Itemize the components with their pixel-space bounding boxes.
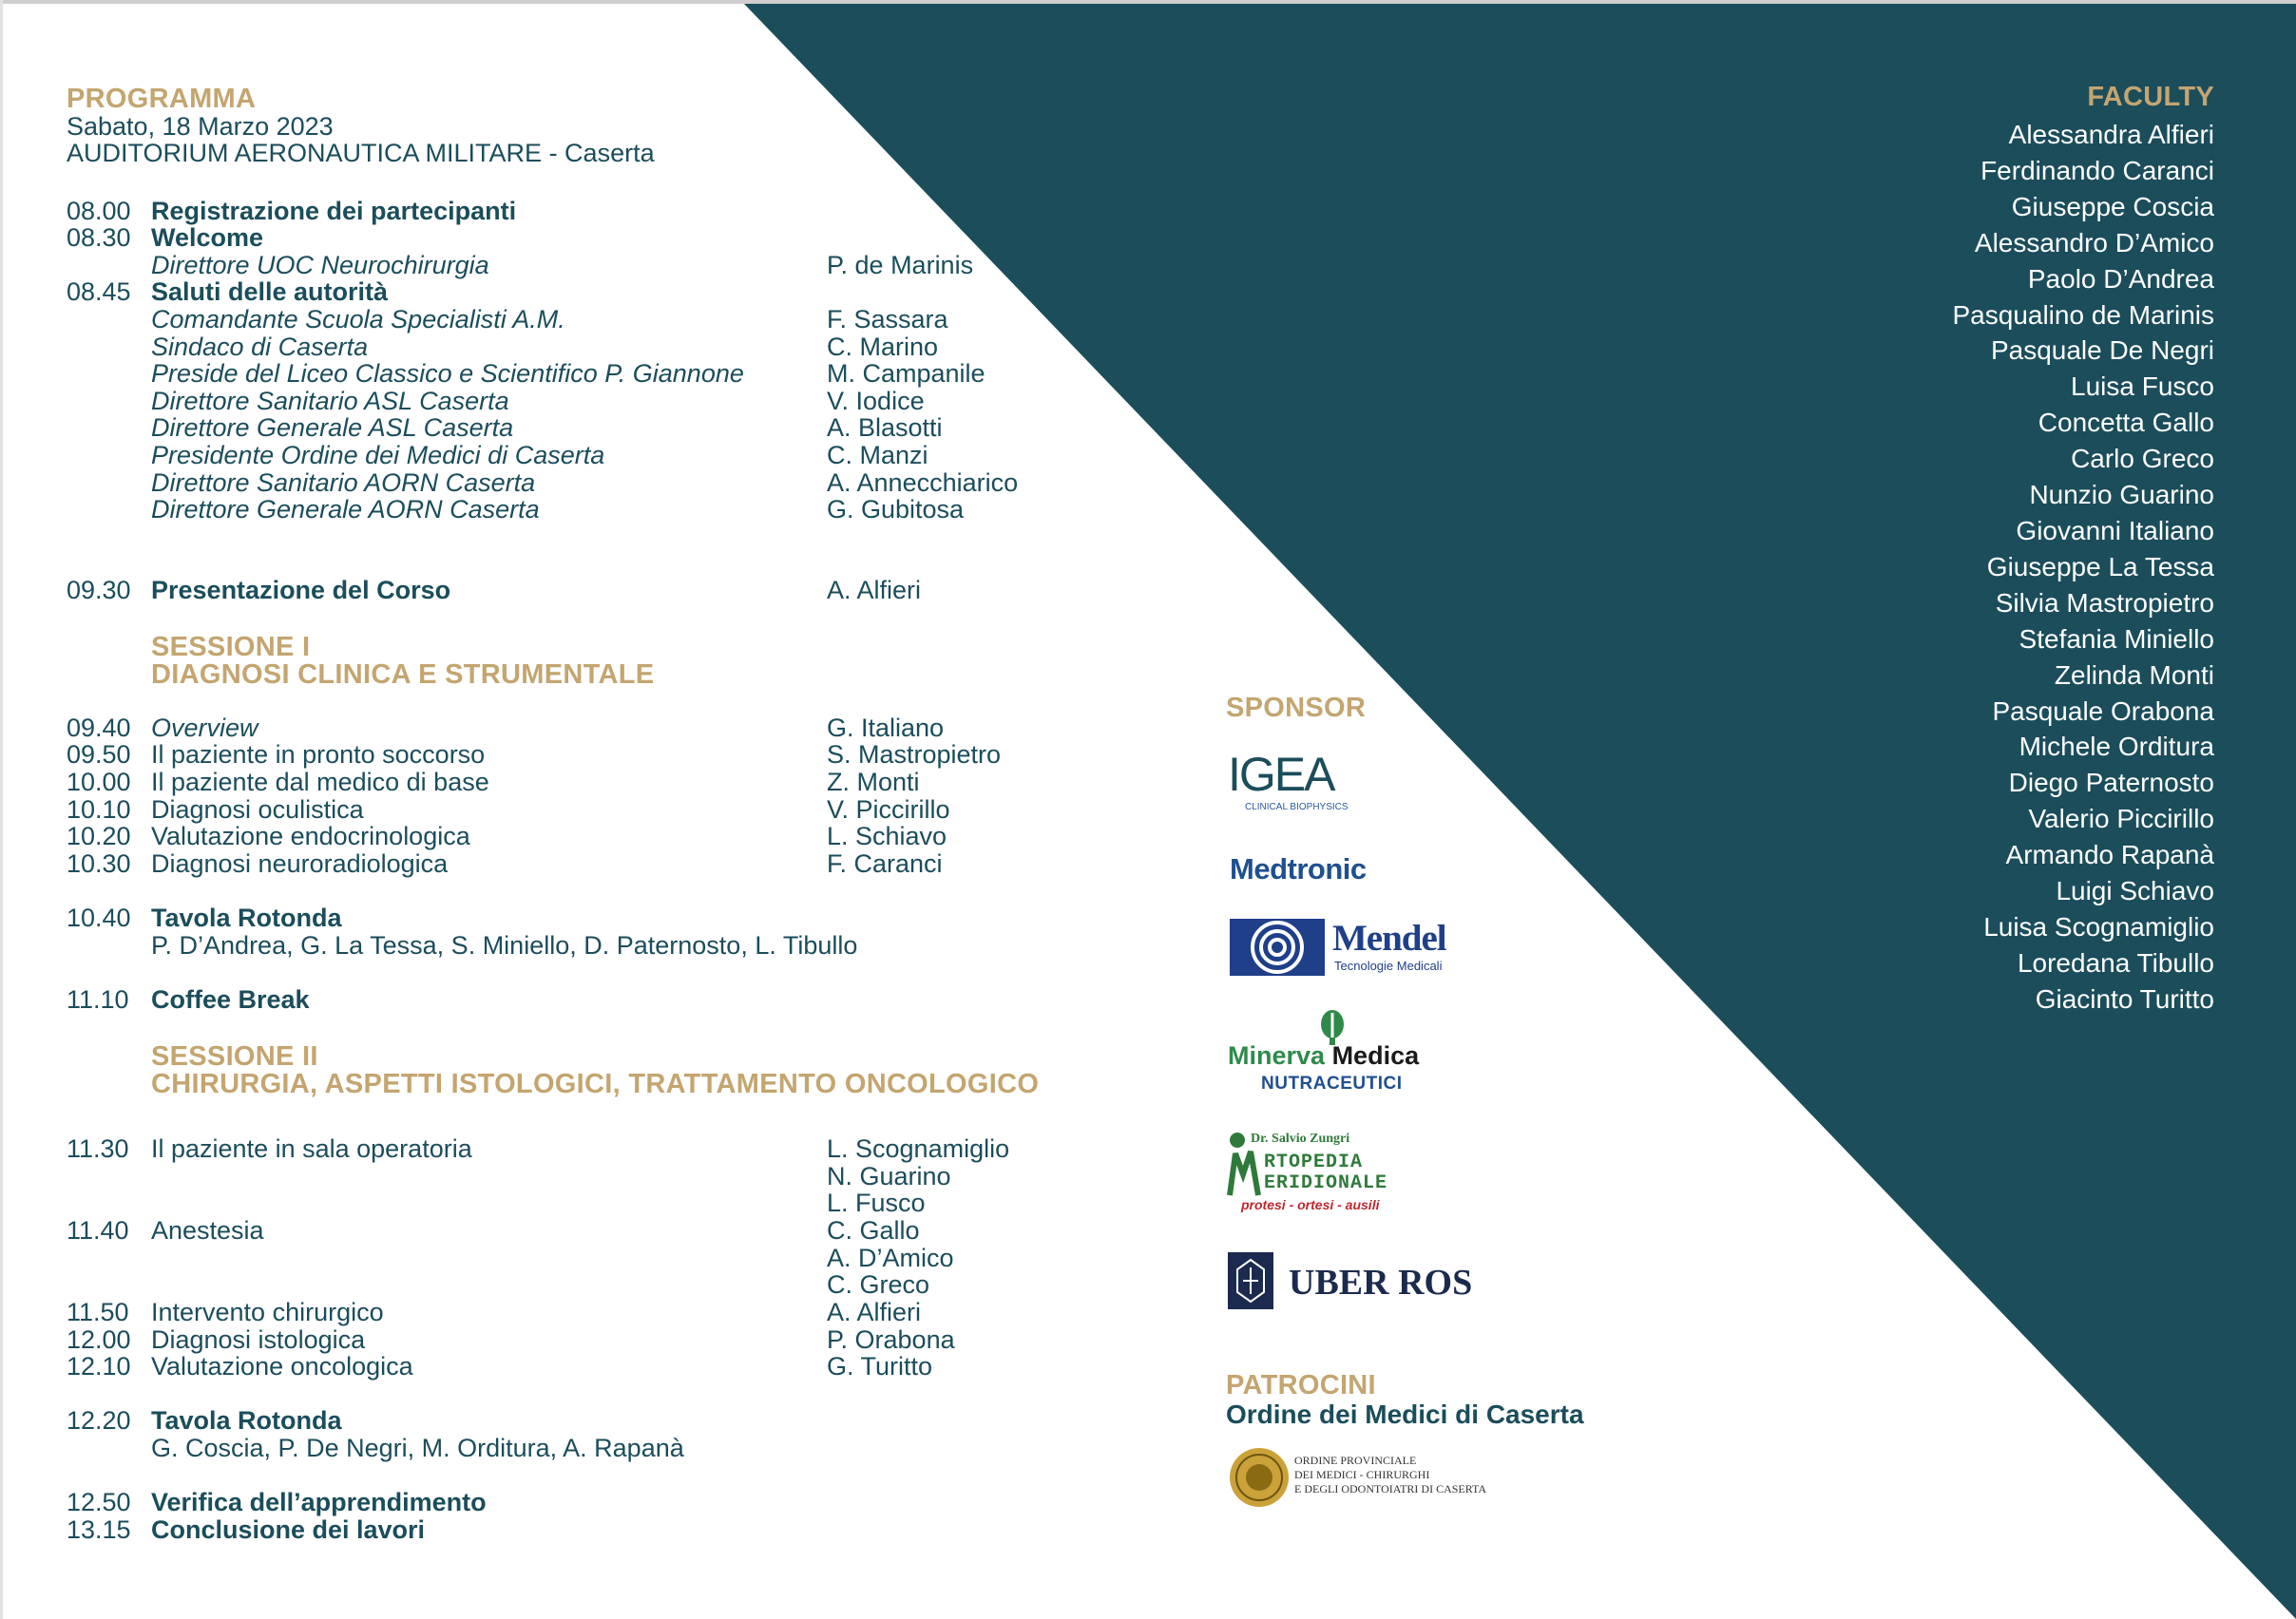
schedule-time: 09.40 — [67, 714, 131, 742]
minerva-tagline: NUTRACEUTICI — [1261, 1074, 1403, 1094]
schedule-speaker: A. Annecchiarico — [827, 468, 1019, 497]
schedule-time: 13.15 — [67, 1515, 131, 1544]
schedule-time: 12.00 — [67, 1325, 131, 1354]
ortopedia-tagline: protesi - ortesi - ausili — [1241, 1197, 1380, 1212]
schedule-row — [67, 252, 1112, 279]
schedule-time: 11.40 — [67, 1216, 129, 1245]
schedule-row — [67, 414, 1112, 442]
schedule-row — [67, 1326, 1112, 1354]
faculty-member: Nunzio Guarino — [2029, 480, 2214, 510]
patrocini-org: Ordine dei Medici di Caserta — [1226, 1400, 1584, 1429]
schedule-description: Saluti delle autorità — [151, 277, 389, 306]
schedule-description: Sindaco di Caserta — [151, 333, 369, 361]
schedule-row — [67, 1353, 1112, 1381]
schedule-speaker: V. Iodice — [827, 387, 925, 415]
schedule-row — [67, 796, 1112, 824]
schedule-description: Valutazione endocrinologica — [151, 822, 470, 850]
schedule-description: Intervento chirurgico — [151, 1298, 384, 1326]
ordine-seal-line-1: ORDINE PROVINCIALE — [1294, 1454, 1417, 1467]
schedule-description: Diagnosi neuroradiologica — [151, 849, 449, 878]
schedule-description: Verifica dell’apprendimento — [151, 1488, 487, 1516]
session-2-title: SESSIONE II — [151, 1041, 318, 1072]
schedule-description: P. D’Andrea, G. La Tessa, S. Miniello, D. Paternosto, L. Tibullo — [151, 931, 858, 960]
schedule-speaker: L. Fusco — [827, 1189, 926, 1217]
uber-ros-wordmark: UBER ROS — [1289, 1263, 1473, 1303]
schedule-time: 10.10 — [67, 795, 131, 824]
faculty-member: Carlo Greco — [2071, 444, 2214, 474]
schedule-speaker: F. Sassara — [827, 305, 948, 333]
schedule-description: Tavola Rotonda — [151, 904, 342, 932]
schedule-description: Direttore Sanitario ASL Caserta — [151, 387, 509, 415]
schedule-speaker: A. Alfieri — [827, 576, 922, 604]
ordine-medici-seal — [1228, 1446, 1494, 1509]
schedule-row — [67, 1245, 1112, 1272]
faculty-member: Giuseppe Coscia — [2011, 191, 2214, 221]
schedule-description: Coffee Break — [151, 985, 310, 1014]
faculty-member: Pasquale De Negri — [1990, 335, 2214, 366]
schedule-row — [67, 496, 1112, 524]
schedule-time: 08.30 — [67, 223, 131, 252]
ortopedia-line1: RTOPEDIA — [1264, 1152, 1364, 1173]
schedule-row — [67, 469, 1112, 497]
schedule-row — [67, 1489, 1112, 1516]
faculty-member: Alessandra Alfieri — [2008, 120, 2214, 149]
schedule-time: 10.00 — [67, 768, 131, 796]
schedule-row — [67, 278, 1112, 306]
minerva-name-b: Medica — [1331, 1041, 1420, 1070]
schedule-row — [67, 333, 1112, 361]
schedule-time: 09.30 — [67, 576, 131, 604]
program-date: Sabato, 18 Marzo 2023 — [67, 112, 334, 141]
schedule-time: 12.50 — [67, 1488, 131, 1516]
schedule-speaker: G. Gubitosa — [827, 495, 965, 524]
session-1-title: SESSIONE I — [151, 632, 311, 662]
minerva-leaf-icon — [1318, 1009, 1347, 1045]
mendel-logo — [1230, 919, 1477, 976]
ortopedia-figure-icon — [1226, 1131, 1264, 1197]
schedule-row — [67, 905, 1112, 932]
schedule-description: Diagnosi istologica — [151, 1325, 366, 1354]
faculty-section — [1953, 84, 2215, 1018]
mendel-wordmark: Mendel — [1332, 918, 1446, 959]
faculty-member: Giovanni Italiano — [2016, 515, 2214, 545]
schedule-description: Direttore UOC Neurochirurgia — [151, 251, 489, 279]
uber-ros-logo — [1228, 1252, 1475, 1309]
schedule-row — [67, 932, 1112, 960]
patrocini-section — [1226, 1372, 1584, 1430]
schedule-time: 10.20 — [67, 822, 131, 850]
schedule-description: Diagnosi oculistica — [151, 795, 364, 824]
schedule-row — [67, 306, 1112, 333]
faculty-member: Paolo D’Andrea — [2027, 263, 2214, 294]
schedule-row — [67, 224, 1112, 252]
schedule-row — [67, 986, 1112, 1014]
schedule-row — [67, 1271, 1112, 1299]
schedule-description: Il paziente dal medico di base — [151, 768, 489, 796]
program-venue: AUDITORIUM AERONAUTICA MILITARE - Caserta — [67, 139, 655, 167]
schedule-time: 10.30 — [67, 849, 131, 878]
medtronic-wordmark: Medtronic — [1230, 852, 1367, 886]
ortopedia-meridionale-logo — [1226, 1131, 1435, 1216]
faculty-member: Valerio Piccirillo — [2028, 804, 2214, 834]
faculty-member: Luigi Schiavo — [2056, 876, 2214, 906]
schedule-description: Direttore Generale AORN Caserta — [151, 495, 540, 524]
ortopedia-line2: ERIDIONALE — [1264, 1172, 1388, 1194]
schedule-speaker: N. Guarino — [827, 1162, 951, 1190]
minerva-medica-logo — [1228, 1009, 1456, 1095]
faculty-member: Concetta Gallo — [2038, 408, 2214, 438]
schedule-row — [67, 1299, 1112, 1326]
schedule-description: Presentazione del Corso — [151, 576, 451, 604]
faculty-heading: FACULTY — [2087, 82, 2214, 112]
faculty-member: Silvia Mastropietro — [1995, 587, 2214, 618]
schedule-time: 11.30 — [67, 1134, 129, 1163]
faculty-member: Alessandro D’Amico — [1974, 227, 2214, 257]
schedule-time: 12.20 — [67, 1406, 131, 1435]
schedule-description: Welcome — [151, 223, 264, 252]
faculty-member: Stefania Miniello — [2019, 623, 2214, 654]
schedule-speaker: G. Italiano — [827, 714, 945, 742]
schedule-row — [67, 360, 1112, 388]
ordine-seal-text — [1294, 1454, 1486, 1496]
schedule-speaker: P. Orabona — [827, 1325, 955, 1354]
schedule-description: Comandante Scuola Specialisti A.M. — [151, 305, 565, 333]
schedule-speaker: C. Greco — [827, 1270, 930, 1299]
schedule-speaker: C. Marino — [827, 333, 939, 361]
faculty-list — [1953, 117, 2215, 1018]
schedule-description: G. Coscia, P. De Negri, M. Orditura, A. Rapanà — [151, 1434, 684, 1462]
mendel-tagline: Tecnologie Medicali — [1334, 959, 1443, 973]
session-2-subtitle: CHIRURGIA, ASPETTI ISTOLOGICI, TRATTAMENTO ONCOLOGICO — [151, 1069, 1040, 1099]
schedule-row — [67, 714, 1112, 742]
schedule-speaker: G. Turitto — [827, 1352, 933, 1381]
faculty-member: Luisa Scognamiglio — [1983, 911, 2214, 942]
igea-logo-wordmark: IGEA — [1228, 748, 1334, 801]
schedule-row — [67, 823, 1112, 850]
schedule-description: Registrazione dei partecipanti — [151, 197, 517, 225]
schedule-speaker: C. Gallo — [827, 1216, 920, 1245]
schedule-description: Valutazione oncologica — [151, 1352, 413, 1381]
igea-logo-tagline: CLINICAL BIOPHYSICS — [1245, 802, 1349, 812]
schedule-speaker: M. Campanile — [827, 359, 985, 388]
faculty-member: Michele Orditura — [2019, 732, 2214, 762]
schedule-time: 08.45 — [67, 277, 131, 306]
schedule-speaker: Z. Monti — [827, 768, 920, 796]
schedule-time: 10.40 — [67, 904, 131, 932]
sponsor-heading: SPONSOR — [1226, 693, 1367, 723]
schedule-speaker: S. Mastropietro — [827, 740, 1002, 769]
faculty-member: Diego Paternosto — [2008, 768, 2214, 798]
schedule-row — [67, 741, 1112, 769]
schedule-description: Direttore Sanitario AORN Caserta — [151, 468, 536, 497]
left-border — [0, 0, 3, 1619]
schedule-description: Tavola Rotonda — [151, 1406, 342, 1435]
mendel-rings-icon — [1230, 919, 1325, 976]
schedule-description: Presidente Ordine dei Medici di Caserta — [151, 441, 605, 469]
ordine-seal-icon — [1228, 1446, 1291, 1509]
schedule-description: Conclusione dei lavori — [151, 1515, 426, 1544]
schedule-row — [67, 850, 1112, 878]
schedule-speaker: L. Schiavo — [827, 822, 947, 850]
schedule-description: Preside del Liceo Classico e Scientifico P. Giannone — [151, 359, 744, 388]
schedule-row — [67, 577, 1112, 604]
schedule-row — [67, 442, 1112, 469]
session-1-subtitle: DIAGNOSI CLINICA E STRUMENTALE — [151, 659, 655, 690]
patrocini-heading: PATROCINI — [1226, 1370, 1376, 1400]
schedule-speaker: L. Scognamiglio — [827, 1134, 1010, 1163]
schedule-speaker: C. Manzi — [827, 441, 928, 469]
schedule-speaker: A. D’Amico — [827, 1244, 954, 1272]
schedule-time: 11.10 — [67, 985, 129, 1014]
program-heading: PROGRAMMA — [67, 84, 257, 114]
uber-ros-crest-icon — [1228, 1252, 1273, 1309]
schedule-time: 08.00 — [67, 197, 131, 225]
schedule-description: Il paziente in sala operatoria — [151, 1134, 472, 1163]
schedule-row — [67, 1217, 1112, 1245]
schedule-row — [67, 198, 1112, 225]
schedule-speaker: A. Alfieri — [827, 1298, 922, 1326]
schedule-description: Il paziente in pronto soccorso — [151, 740, 486, 769]
minerva-name-a: Minerva — [1228, 1041, 1326, 1070]
schedule-row — [67, 769, 1112, 796]
schedule-time: 09.50 — [67, 740, 131, 769]
faculty-member: Pasquale Orabona — [1992, 695, 2214, 726]
ordine-seal-line-2: DEI MEDICI - CHIRURGHI — [1294, 1468, 1430, 1481]
faculty-member: Giuseppe La Tessa — [1986, 551, 2214, 581]
schedule-row — [67, 1190, 1112, 1217]
schedule-description: Overview — [151, 714, 258, 742]
top-border — [0, 0, 2296, 4]
faculty-member: Luisa Fusco — [2071, 371, 2214, 402]
faculty-member: Pasqualino de Marinis — [1952, 299, 2214, 330]
minerva-wordmark — [1228, 1041, 1419, 1071]
schedule-row — [67, 1516, 1112, 1544]
schedule-row — [67, 1407, 1112, 1435]
faculty-member: Zelinda Monti — [2054, 659, 2214, 690]
schedule-speaker: P. de Marinis — [827, 251, 974, 279]
ordine-seal-line-3: E DEGLI ODONTOIATRI DI CASERTA — [1294, 1482, 1487, 1495]
schedule-description: Direttore Generale ASL Caserta — [151, 413, 514, 442]
schedule-row — [67, 1135, 1112, 1163]
schedule-row — [67, 1435, 1112, 1462]
schedule-speaker: F. Caranci — [827, 849, 943, 878]
schedule-row — [67, 388, 1112, 415]
faculty-member: Loredana Tibullo — [2017, 947, 2214, 978]
ortopedia-doctor: Dr. Salvio Zungri — [1251, 1132, 1350, 1146]
faculty-member: Armando Rapanà — [2005, 840, 2214, 870]
program-section — [67, 86, 1112, 1558]
igea-logo — [1228, 748, 1351, 817]
schedule-row — [67, 1163, 1112, 1190]
schedule-speaker: A. Blasotti — [827, 413, 943, 442]
schedule-time: 12.10 — [67, 1352, 131, 1381]
schedule-time: 11.50 — [67, 1298, 129, 1326]
faculty-member: Ferdinando Caranci — [1980, 155, 2214, 185]
schedule-description: Anestesia — [151, 1216, 264, 1245]
schedule-speaker: V. Piccirillo — [827, 795, 950, 824]
faculty-member: Giacinto Turitto — [2035, 983, 2214, 1014]
